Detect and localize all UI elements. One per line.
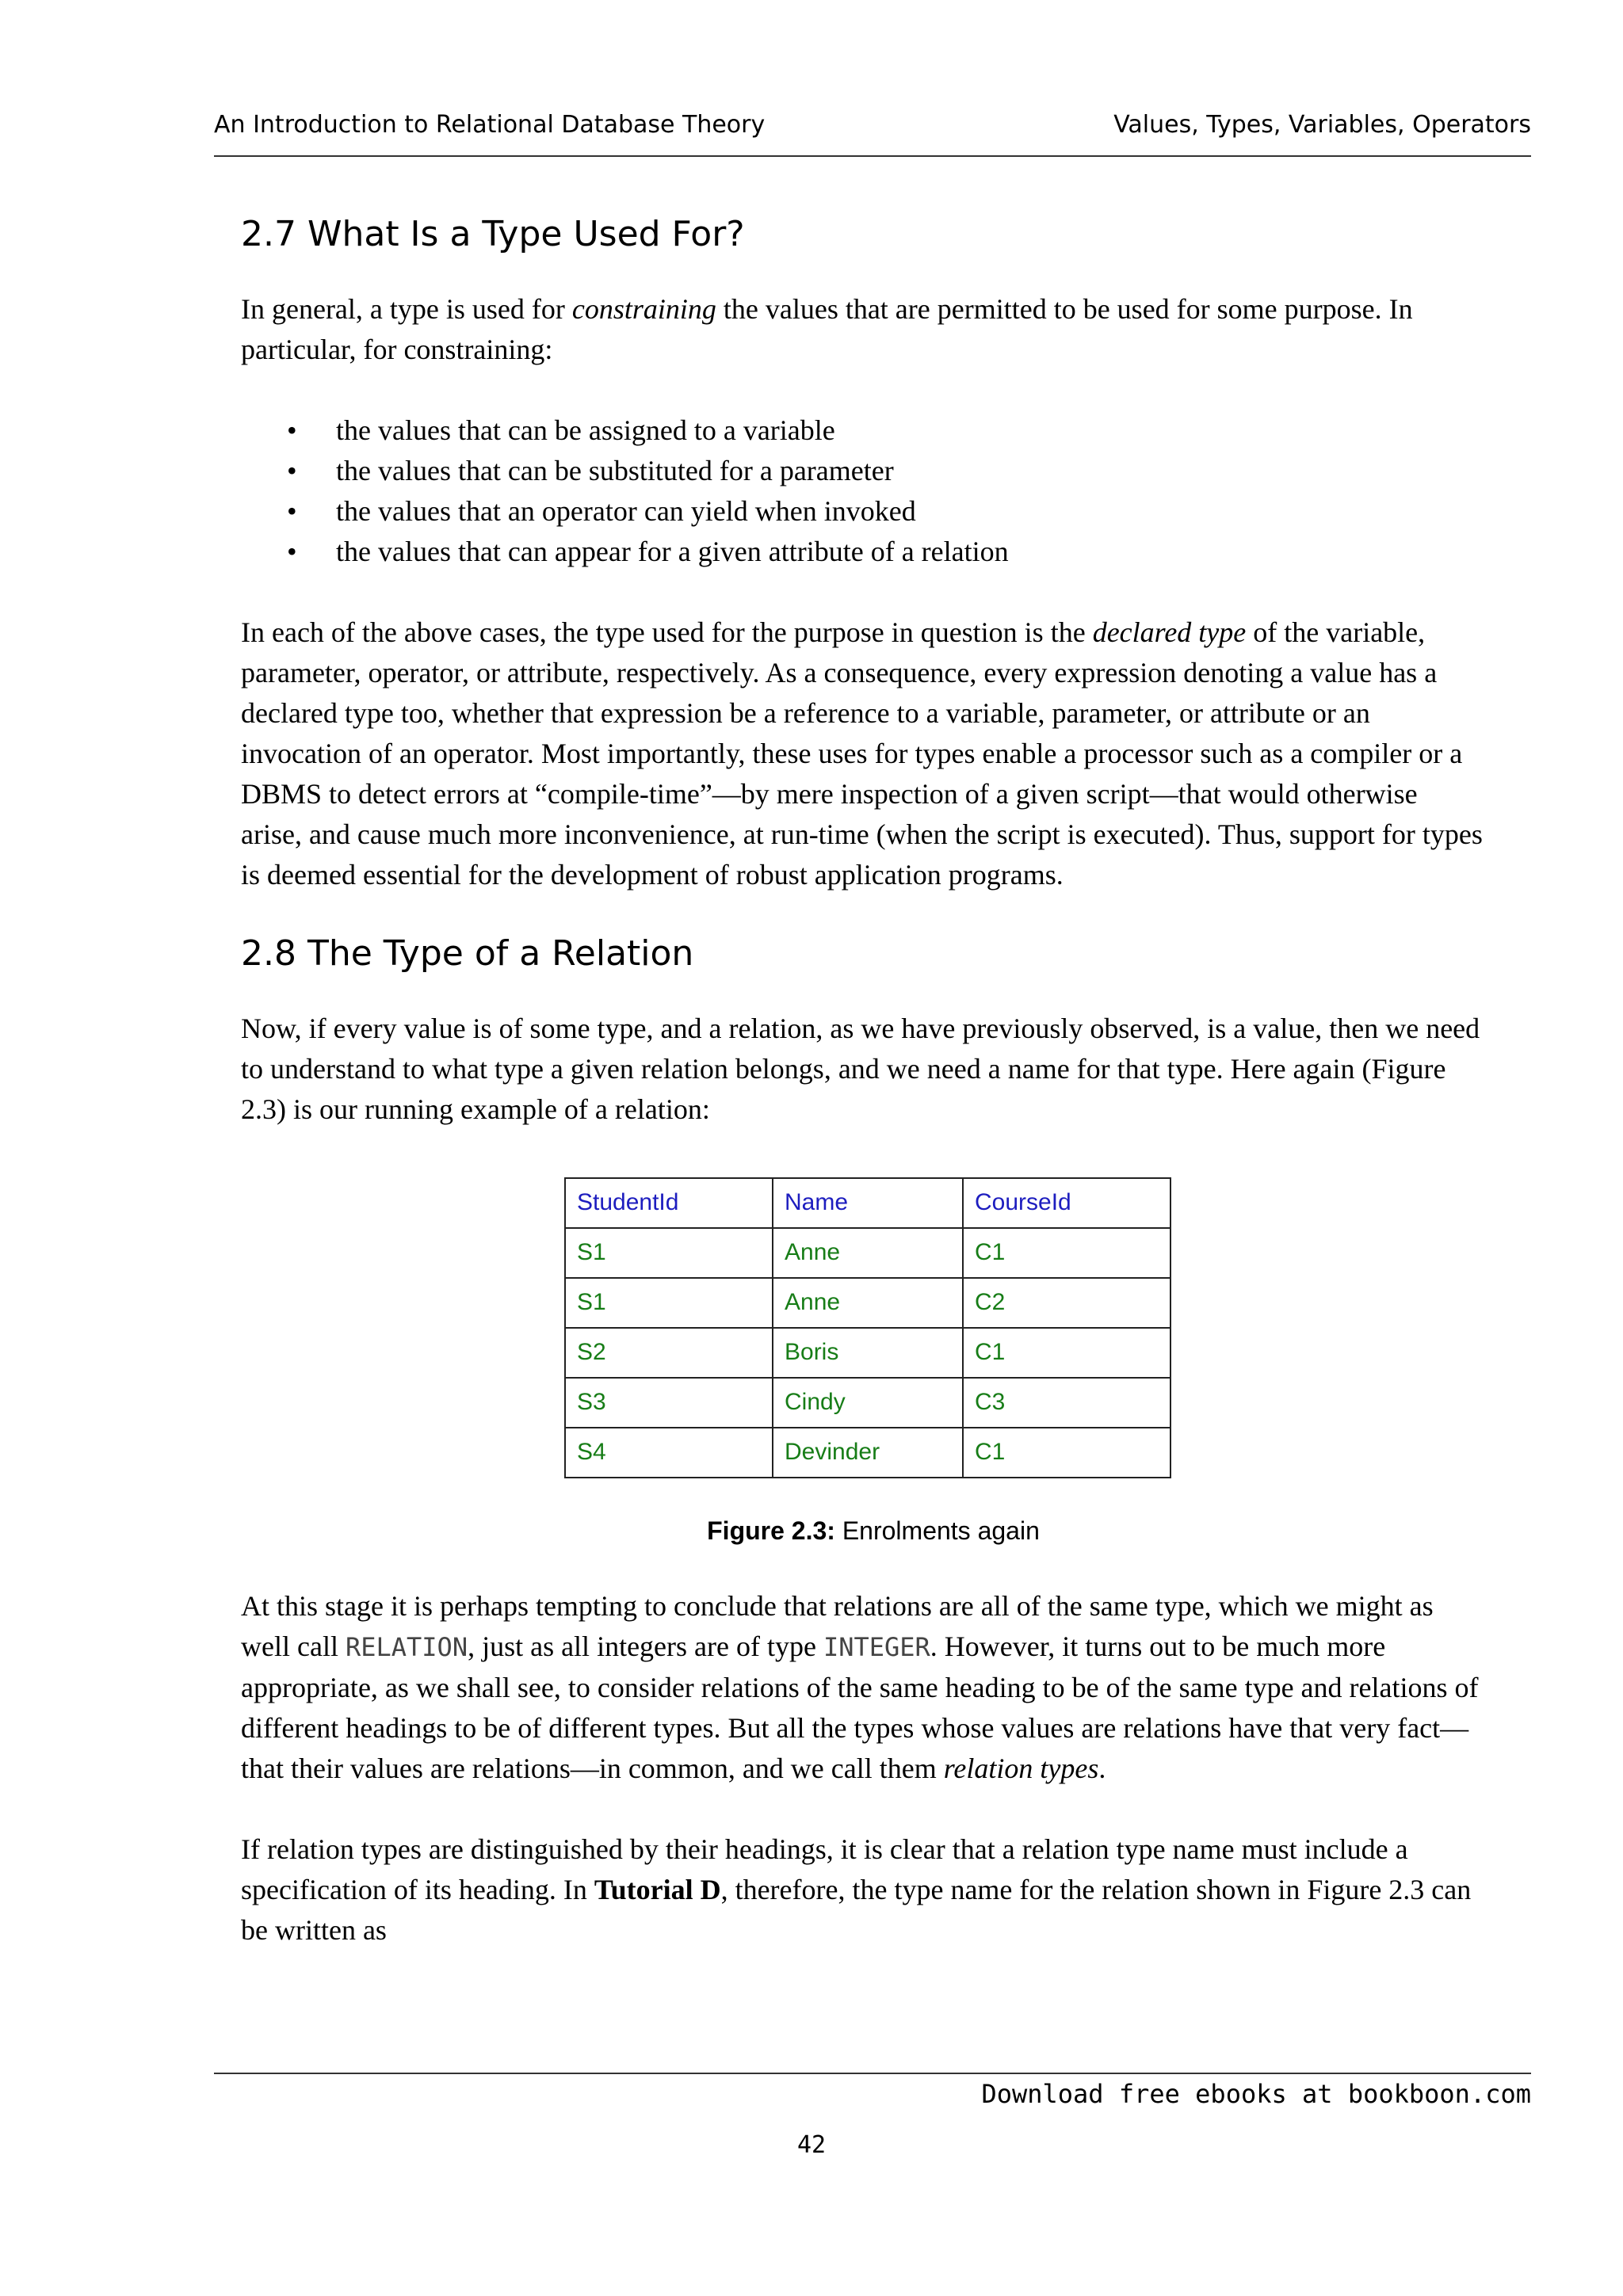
header-chapter-title: Values, Types, Variables, Operators [1113,111,1531,139]
page-content [241,214,1485,1951]
bullet-icon: • [287,414,297,446]
section-2-7-heading: 2.7 What Is a Type Used For? [241,214,745,254]
para-text-b: , just as all integers are of type [468,1630,823,1662]
bullet-icon: • [287,454,297,486]
column-header: Name [773,1178,963,1228]
tutorial-d-name: Tutorial D [594,1873,721,1905]
list-item [287,532,1485,572]
figure-caption [62,1516,1623,1546]
bullet-icon: • [287,494,297,527]
section-2-8-paragraph-2 [241,1586,1485,1789]
section-2-8-heading: 2.8 The Type of a Relation [241,933,694,974]
table-cell: C3 [963,1378,1170,1428]
list-item-text: the values that an operator can yield when invoked [336,494,916,527]
intro-text-a: In general, a type is used for [241,292,572,325]
page-number: 42 [796,2131,827,2159]
table-cell: S1 [565,1278,773,1328]
enrolments-relation-table [564,1177,1171,1478]
table-cell: C2 [963,1278,1170,1328]
column-header: CourseId [963,1178,1170,1228]
table-cell: Anne [773,1278,963,1328]
intro-text-b: the values that are permitted to be used for some purpose. In particular, for constraining: [241,292,1413,365]
table-cell: Anne [773,1228,963,1278]
table-cell: Devinder [773,1428,963,1478]
para-text-c: . However, it turns out to be much more appropriate, as we shall see, to consider relations of the same heading to be of the same type and relations of different headings to be of different types. But all the types whose values are relations have that very fact—that their values are relations—in common, and we call them [241,1630,1479,1784]
constraint-bullet-list [287,410,1485,572]
footer-download-link[interactable]: Download free ebooks at bookboon.com [981,2079,1531,2109]
para-text-b: of the variable, parameter, operator, or attribute, respectively. As a consequence, every expression denoting a value has a declared type too, whether that expression be a reference to a variable, parameter, or attribute or an invocation of an operator. Most importantly, these uses for types enable a processor such as a compiler or a DBMS to detect errors at “compile-time”—by mere inspection of a given script—that would otherwise arise, and cause much more inconvenience, at run-time (when the script is executed). Thus, support for types is deemed essential for the development of robust application programs. [241,616,1483,891]
intro-emphasis: constraining [571,292,716,325]
table-row [565,1328,1170,1378]
list-item-text: the values that can appear for a given attribute of a relation [336,535,1009,567]
para-text-d: . [1098,1752,1106,1784]
table-cell: C1 [963,1228,1170,1278]
figure-caption-text: Enrolments again [834,1516,1040,1545]
list-item [287,410,1485,451]
section-2-8-paragraph-3 [241,1829,1485,1951]
table-cell: C1 [963,1328,1170,1378]
table-header-row [565,1178,1170,1228]
list-item [287,451,1485,491]
table-cell: Boris [773,1328,963,1378]
para-emphasis: relation types [943,1752,1099,1784]
section-2-7-paragraph-2 [241,612,1485,895]
figure-label: Figure 2.3: [707,1516,835,1545]
para-text-b: , therefore, the type name for the relation shown in Figure 2.3 can be written as [241,1873,1472,1946]
table-cell: S3 [565,1378,773,1428]
table-row [565,1278,1170,1328]
table-cell: C1 [963,1428,1170,1478]
header-book-title: An Introduction to Relational Database Theory [214,111,766,139]
running-header [214,111,1531,157]
para-emphasis: declared type [1092,616,1247,648]
para-text-a: At this stage it is perhaps tempting to conclude that relations are all of the same type, which we might as well call [241,1589,1434,1662]
table-row [565,1228,1170,1278]
table-cell: S2 [565,1328,773,1378]
list-item [287,491,1485,532]
para-text-a: In each of the above cases, the type used for the purpose in question is the [241,616,1093,648]
table-row [565,1378,1170,1428]
table-row [565,1428,1170,1478]
table-cell: S4 [565,1428,773,1478]
table-cell: Cindy [773,1378,963,1428]
para-text-a: If relation types are distinguished by their headings, it is clear that a relation type name must include a specification of its heading. In [241,1833,1408,1905]
footer-divider [214,2073,1531,2074]
code-integer: INTEGER [823,1631,930,1662]
list-item-text: the values that can be assigned to a variable [336,414,835,446]
section-2-7-intro [241,289,1485,370]
table-cell: S1 [565,1228,773,1278]
list-item-text: the values that can be substituted for a parameter [336,454,894,486]
bullet-icon: • [287,535,297,567]
column-header: StudentId [565,1178,773,1228]
section-2-8-paragraph-1: Now, if every value is of some type, and a relation, as we have previously observed, is a value, then we need to understand to what type a given relation belongs, and we need a name for that type. Here again (Figure 2.3) is our running example of a relation: [241,1012,1480,1125]
code-relation: RELATION [345,1631,468,1662]
